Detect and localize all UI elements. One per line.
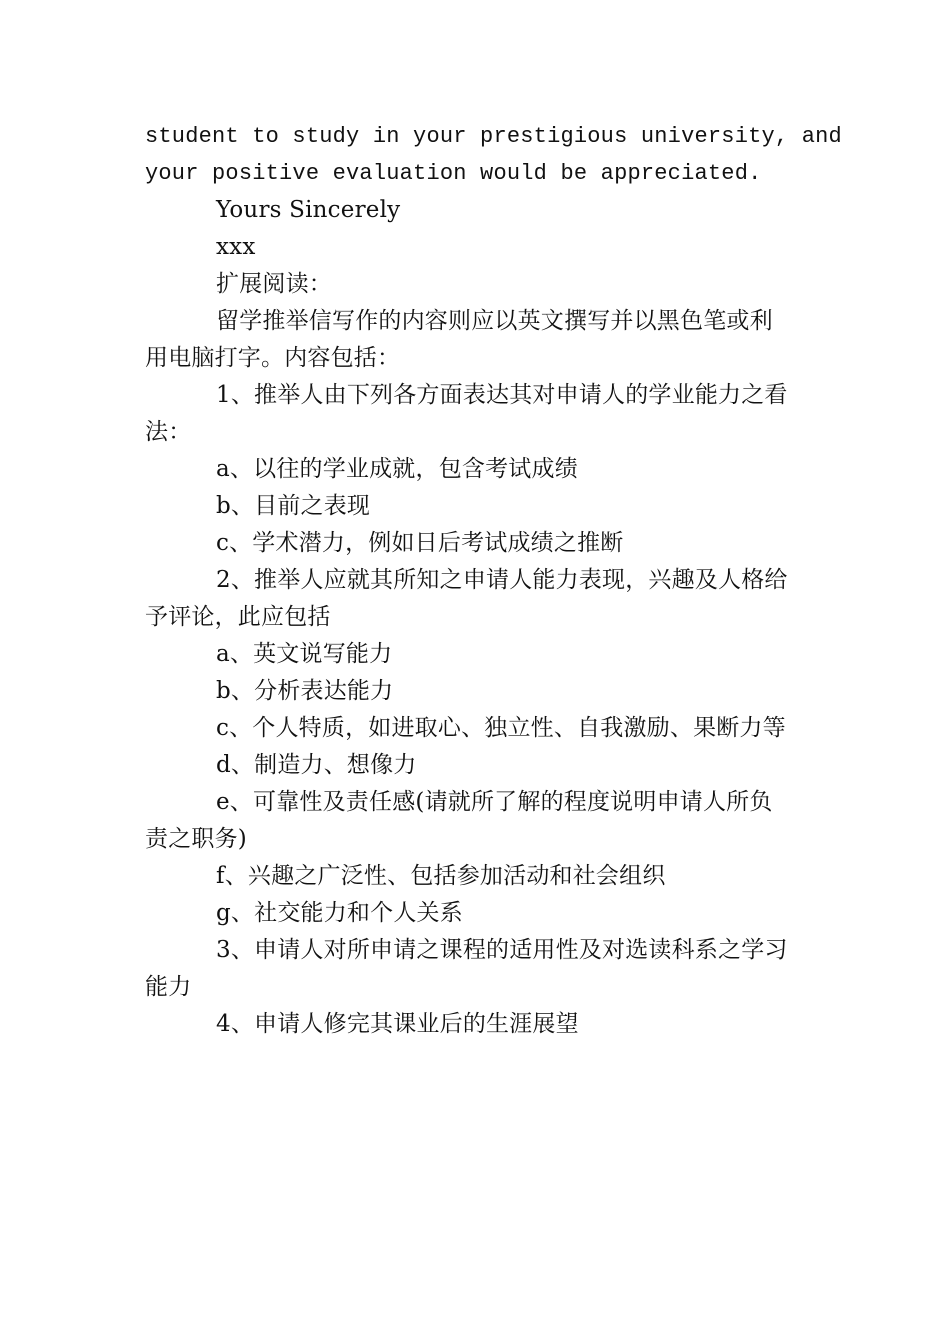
letter-signoff: Yours Sincerely	[216, 197, 401, 223]
list-item-3: 3、申请人对所申请之课程的适用性及对选读科系之学习	[216, 937, 788, 963]
sub-item: e、可靠性及责任感(请就所了解的程度说明申请人所负	[216, 789, 773, 815]
letter-body-line: your positive evaluation would be appreciated.	[145, 161, 762, 186]
sub-item: d、制造力、想像力	[216, 752, 417, 778]
sub-item: c、个人特质，如进取心、独立性、自我激励、果断力等	[216, 715, 786, 741]
sub-item: a、以往的学业成就，包含考试成绩	[216, 456, 578, 482]
sub-item: f、兴趣之广泛性、包括参加活动和社会组织	[216, 863, 666, 889]
sub-item-continuation: 责之职务)	[145, 826, 247, 852]
sub-item: b、分析表达能力	[216, 678, 394, 704]
sub-item: a、英文说写能力	[216, 641, 393, 667]
list-item-3-continuation: 能力	[145, 974, 192, 1000]
list-item-1-continuation: 法：	[145, 419, 192, 445]
letter-signature: xxx	[216, 234, 256, 260]
document-body	[145, 118, 842, 1043]
list-item-4: 4、申请人修完其课业后的生涯展望	[216, 1011, 579, 1037]
intro-paragraph-line: 留学推举信写作的内容则应以英文撰写并以黑色笔或利	[216, 308, 773, 334]
extended-reading-heading: 扩展阅读：	[216, 271, 332, 297]
sub-item: b、目前之表现	[216, 493, 371, 519]
list-item-2: 2、推举人应就其所知之申请人能力表现，兴趣及人格给	[216, 567, 788, 593]
list-item-2-continuation: 予评论，此应包括	[145, 604, 331, 630]
list-item-1: 1、推举人由下列各方面表达其对申请人的学业能力之看	[216, 382, 788, 408]
intro-paragraph-line: 用电脑打字。内容包括：	[145, 345, 401, 371]
sub-item: c、学术潜力，例如日后考试成绩之推断	[216, 530, 624, 556]
sub-item: g、社交能力和个人关系	[216, 900, 463, 926]
letter-body-line: student to study in your prestigious university, and	[145, 124, 842, 149]
